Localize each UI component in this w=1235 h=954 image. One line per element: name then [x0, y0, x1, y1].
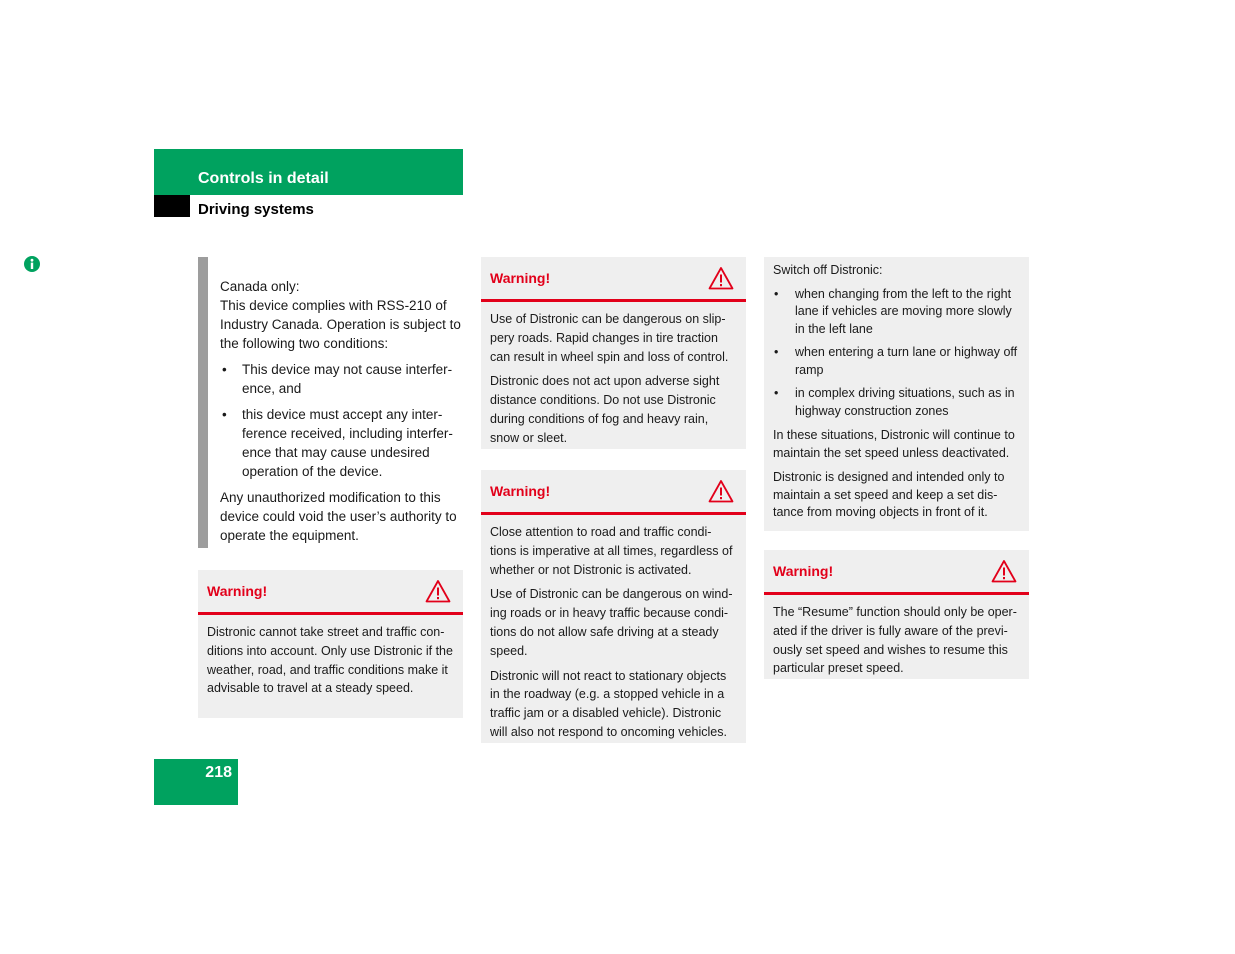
info-note-bar — [198, 257, 208, 548]
list-item: • this device must accept any inter-ference received, including interfer-ence that may cause undesired operation of the device. — [220, 405, 464, 481]
info-icon — [24, 256, 40, 272]
switch-off-box — [764, 257, 1029, 531]
warning-text: Distronic will not react to stationary objects in the roadway (e.g. a stopped vehicle in a traffic jam or a disabled vehicle). Distronic will also not respond to oncoming vehicles. — [490, 668, 727, 739]
warning-box — [481, 470, 746, 743]
switch-off-content — [764, 257, 1029, 522]
warning-header — [481, 470, 746, 515]
list-item: • when changing from the left to the right lane if vehicles are moving more slowly in the left lane — [773, 286, 1020, 339]
info-lead: Canada only: — [220, 279, 300, 294]
warning-triangle-icon — [425, 579, 451, 603]
warning-box — [764, 550, 1029, 679]
warning-text: The “Resume” function should only be oper-ated if the driver is fully aware of the previ-ously set speed and wishes to resume this particular preset speed. — [773, 605, 1017, 676]
warning-triangle-icon — [708, 479, 734, 503]
switch-off-paragraph: In these situations, Distronic will continue to maintain the set speed unless deactivated. — [773, 428, 1015, 460]
list-item: • when entering a turn lane or highway off ramp — [773, 344, 1020, 379]
subsection-title: Driving systems — [198, 201, 314, 218]
warning-text: Distronic does not act upon adverse sight distance conditions. Do not use Distronic during conditions of fog and heavy rain, snow or sleet. — [490, 374, 720, 445]
warning-body — [198, 615, 463, 710]
warning-text: Use of Distronic can be dangerous on wind-ing roads or in heavy traffic because condi-tions do not allow safe driving at a steady speed. — [490, 587, 733, 658]
warning-triangle-icon — [991, 559, 1017, 583]
warning-header — [764, 550, 1029, 595]
info-note-content — [220, 277, 464, 552]
subsection-marker — [154, 195, 190, 217]
list-item: • This device may not cause interfer-ence, and — [220, 360, 464, 398]
list-item: • in complex driving situations, such as in highway construction zones — [773, 385, 1020, 420]
warning-body — [481, 302, 746, 460]
warning-label: Warning! — [773, 563, 834, 579]
warning-header — [481, 257, 746, 302]
switch-off-paragraph: Distronic is designed and intended only to maintain a set speed and keep a set dis-tance from moving objects in front of it. — [773, 470, 1005, 519]
warning-text: Distronic cannot take street and traffic con-ditions into account. Only use Distronic if the weather, road, and traffic conditions make it advisable to travel at a steady speed. — [207, 625, 453, 696]
warning-box — [481, 257, 746, 449]
section-title: Controls in detail — [198, 170, 329, 187]
info-conditions-list — [220, 360, 464, 481]
warning-text: Close attention to road and traffic condi-tions is imperative at all times, regardless of whether or not Distronic is activated. — [490, 525, 733, 577]
warning-box — [198, 570, 463, 718]
warning-body — [764, 595, 1029, 690]
page-number: 218 — [205, 764, 232, 781]
warning-header — [198, 570, 463, 615]
warning-body — [481, 515, 746, 754]
switch-off-list — [773, 286, 1020, 421]
info-note — [198, 257, 466, 548]
info-closing: Any unauthorized modification to this device could void the user’s authority to operate the equipment. — [220, 490, 457, 543]
warning-label: Warning! — [490, 270, 551, 286]
warning-label: Warning! — [490, 483, 551, 499]
warning-text: Use of Distronic can be dangerous on slip-pery roads. Rapid changes in tire traction can result in wheel spin and loss of control. — [490, 312, 729, 364]
warning-label: Warning! — [207, 583, 268, 599]
switch-off-intro: Switch off Distronic: — [773, 263, 883, 277]
warning-triangle-icon — [708, 266, 734, 290]
page-number-box — [154, 759, 238, 805]
info-intro: This device complies with RSS-210 of Industry Canada. Operation is subject to the following two conditions: — [220, 298, 461, 351]
